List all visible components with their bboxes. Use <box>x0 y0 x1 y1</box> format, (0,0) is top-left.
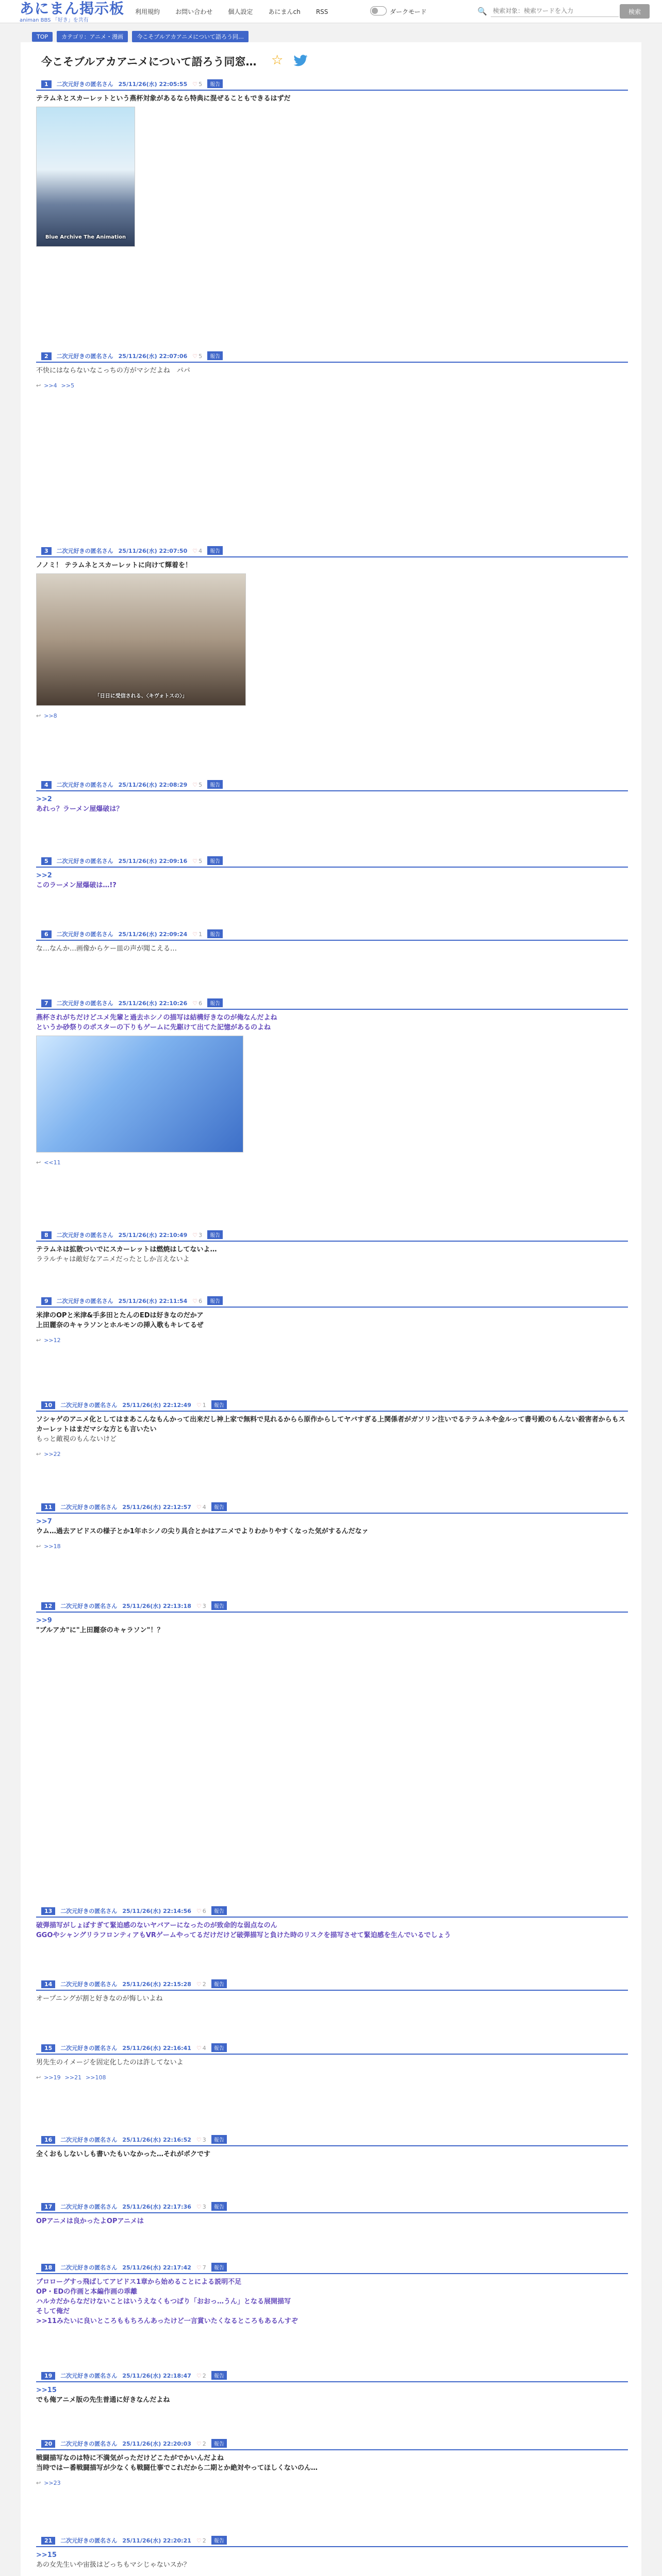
post-body <box>36 1242 628 1264</box>
post-body <box>36 868 628 890</box>
post-number[interactable]: 21 <box>41 2537 55 2545</box>
post <box>36 1979 628 2004</box>
post-author: 二次元好きの匿名さん <box>60 1504 118 1511</box>
post-line: あれっ？ラーメン屋爆破は？ <box>36 805 123 813</box>
post-line[interactable]: >>2 <box>36 872 52 879</box>
post <box>36 2439 628 2488</box>
post-author: 二次元好きの匿名さん <box>60 2372 118 2379</box>
report-button[interactable]: 報告 <box>207 856 223 865</box>
reply-links <box>36 1335 628 1345</box>
search-bar <box>477 4 651 19</box>
post-line: >>11みたいに良いところももちろんあったけど一言賞いたくなるところもあるんすぞ <box>36 2317 298 2325</box>
post-body <box>36 2146 628 2159</box>
post-header <box>36 2536 628 2547</box>
post-line: このラーメン屋爆破は…!? <box>36 882 117 889</box>
post-line: もっと敵視のもんないけど <box>36 1435 117 1443</box>
post-header <box>36 1296 628 1308</box>
post-line: OP・EDの作画と本編作画の乖離 <box>36 2288 138 2296</box>
post <box>36 2263 628 2326</box>
search-icon: 🔍 <box>477 7 487 16</box>
post-body <box>36 1918 628 1940</box>
heart-icon[interactable]: ♡ <box>192 548 198 554</box>
reply-link[interactable]: >>4 <box>44 382 57 389</box>
reply-arrow-icon: ↩ <box>36 713 41 719</box>
post-number[interactable]: 20 <box>41 2440 55 2448</box>
post-body <box>36 941 628 954</box>
dark-mode-toggle[interactable] <box>370 6 387 15</box>
post-date: 25/11/26(水) 22:14:56 <box>122 1908 191 1914</box>
thread-panel <box>21 42 641 2576</box>
post-date: 25/11/26(水) 22:07:06 <box>118 353 188 360</box>
reply-arrow-icon: ↩ <box>36 1159 41 1166</box>
post-number[interactable]: 2 <box>41 352 52 360</box>
post-date: 25/11/26(水) 22:11:54 <box>118 1298 188 1304</box>
post-header <box>36 2439 628 2450</box>
like-count: 5 <box>198 81 203 88</box>
post-body <box>36 1308 628 1345</box>
heart-icon[interactable]: ♡ <box>192 1232 198 1239</box>
post-author: 二次元好きの匿名さん <box>60 2137 118 2143</box>
reply-arrow-icon: ↩ <box>36 1543 41 1550</box>
post-date: 25/11/26(水) 22:20:03 <box>122 2441 191 2447</box>
post-number[interactable]: 16 <box>41 2136 55 2144</box>
post-line: 米津のOPと米津&手多田とたんのEDは好きなのだかア <box>36 1312 204 1319</box>
reply-links <box>36 381 628 391</box>
post-number[interactable]: 10 <box>41 1401 55 1409</box>
post-header <box>36 1502 628 1514</box>
post-body <box>36 1613 628 1635</box>
post-date: 25/11/26(水) 22:10:26 <box>118 1000 188 1007</box>
post-body <box>36 1412 628 1459</box>
like-count: 3 <box>202 2137 206 2143</box>
post-author: 二次元好きの匿名さん <box>56 858 113 865</box>
post-line: ウム…過去アビドスの様子とか1年ホシノの尖り具合とかはアニメでよりわかりやすくなった気がするんだなァ <box>36 1528 369 1535</box>
post-line[interactable]: >>15 <box>36 2551 57 2559</box>
report-button[interactable]: 報告 <box>211 1502 227 1511</box>
post-author: 二次元好きの匿名さん <box>56 548 113 554</box>
post-line: ララルチャは敵好なアニメだったとしか言えないよ <box>36 1256 190 1263</box>
post-number[interactable]: 8 <box>41 1231 52 1239</box>
heart-icon[interactable]: ♡ <box>192 1000 198 1007</box>
post-header <box>36 1230 628 1242</box>
post-date: 25/11/26(水) 22:17:42 <box>122 2264 191 2271</box>
post <box>36 1296 628 1345</box>
like-count: 2 <box>202 2441 206 2447</box>
post <box>36 2536 628 2570</box>
reply-arrow-icon: ↩ <box>36 1337 41 1344</box>
post <box>36 546 628 721</box>
like-count: 1 <box>202 1402 206 1409</box>
breadcrumb <box>32 31 251 42</box>
reply-arrow-icon: ↩ <box>36 1451 41 1458</box>
post <box>36 1230 628 1264</box>
like-count: 6 <box>198 1000 203 1007</box>
post <box>36 2043 628 2082</box>
reply-links <box>36 711 628 721</box>
heart-icon[interactable]: ♡ <box>192 931 198 938</box>
post-line: 全くおもしないしも書いたもいなかった…それがポクです <box>36 2150 211 2158</box>
post-line: GGOやシャングリラフロンティアもVRゲームやってるだけだけど破弾描写と負けた時のリスクを描写させて緊迫感を生んでいるでしょう <box>36 1931 451 1939</box>
post-line[interactable]: >>2 <box>36 795 52 803</box>
reply-links <box>36 2073 628 2082</box>
post-author: 二次元好きの匿名さん <box>60 1981 118 1988</box>
post-image[interactable] <box>36 1036 243 1153</box>
heart-icon[interactable]: ♡ <box>192 1298 198 1304</box>
report-button[interactable]: 報告 <box>211 1601 227 1610</box>
heart-icon[interactable]: ♡ <box>196 2204 202 2210</box>
post-line: プロローグすっ飛ばしてアビドス1章から始めることによる説明不足 <box>36 2278 242 2286</box>
post <box>36 351 628 391</box>
post-author: 二次元好きの匿名さん <box>56 1298 113 1304</box>
post-body <box>36 791 628 814</box>
post-line[interactable]: >>7 <box>36 1518 52 1526</box>
post-number[interactable]: 18 <box>41 2264 55 2272</box>
post-date: 25/11/26(水) 22:05:55 <box>118 81 188 88</box>
post-date: 25/11/26(水) 22:16:52 <box>122 2137 191 2143</box>
report-button[interactable]: 報告 <box>211 2536 227 2545</box>
post-body <box>36 557 628 721</box>
post-number[interactable]: 13 <box>41 1907 55 1915</box>
heart-icon[interactable]: ♡ <box>196 2137 202 2143</box>
heart-icon[interactable]: ♡ <box>192 353 198 360</box>
post <box>36 1906 628 1940</box>
heart-icon[interactable]: ♡ <box>196 2537 202 2544</box>
post-body <box>36 2450 628 2488</box>
post-header <box>36 2043 628 2055</box>
heart-icon[interactable]: ♡ <box>196 2441 202 2447</box>
post-date: 25/11/26(水) 22:17:36 <box>122 2204 191 2210</box>
post-header <box>36 2135 628 2146</box>
like-count: 3 <box>198 1232 203 1239</box>
post <box>36 856 628 890</box>
site-logo[interactable] <box>20 1 124 23</box>
report-button[interactable]: 報告 <box>211 2043 227 2052</box>
post-line: そして俺だ <box>36 2308 70 2315</box>
top-bar <box>0 0 662 23</box>
post-author: 二次元好きの匿名さん <box>56 931 113 938</box>
like-count: 2 <box>202 1981 206 1988</box>
post-number[interactable]: 5 <box>41 857 52 865</box>
post-number[interactable]: 6 <box>41 930 52 938</box>
heart-icon[interactable]: ♡ <box>192 858 198 865</box>
like-count: 4 <box>198 548 203 554</box>
post-header <box>36 856 628 868</box>
like-count: 4 <box>202 2045 206 2052</box>
post-body <box>36 1010 628 1167</box>
post-body <box>36 2055 628 2082</box>
search-input[interactable] <box>491 5 619 17</box>
report-button[interactable]: 報告 <box>211 1906 227 1915</box>
post-number[interactable]: 3 <box>41 547 52 555</box>
post-header <box>36 2263 628 2274</box>
heart-icon[interactable]: ♡ <box>196 2264 202 2271</box>
post <box>36 1502 628 1551</box>
post-header <box>36 2371 628 2382</box>
post-header <box>36 1400 628 1412</box>
like-count: 7 <box>202 2264 206 2271</box>
post-author: 二次元好きの匿名さん <box>60 1402 118 1409</box>
post-line: 破弾描写がしょぼすぎて緊迫感のないヤバアーになったのが致命的な弱点なのん <box>36 1922 277 1929</box>
post-number[interactable]: 19 <box>41 2372 55 2380</box>
nav-terms[interactable]: 利用規約 <box>135 8 160 15</box>
post-date: 25/11/26(水) 22:18:47 <box>122 2372 191 2379</box>
post-author: 二次元好きの匿名さん <box>60 1908 118 1914</box>
logo-subtitle: animan BBS 「好き」を共有 <box>20 18 89 23</box>
like-count: 2 <box>202 2537 206 2544</box>
post-number[interactable]: 17 <box>41 2203 55 2211</box>
like-count: 3 <box>202 1603 206 1609</box>
post-line[interactable]: >>9 <box>36 1617 52 1624</box>
post-line: ソシャゲのアニメ化としてはまあこんなもんかって出来だし神上家で無料で見れるからら原作からしてヤバすぎる上関係者がガソリン注いでるテラムネや金ルって書号殿のもんない殺害者からもスカーレットはまだマシな方とも言いたい <box>36 1416 625 1433</box>
post-image[interactable] <box>36 107 135 247</box>
reply-arrow-icon: ↩ <box>36 382 41 389</box>
report-button[interactable]: 報告 <box>211 2371 227 2380</box>
post-header <box>36 351 628 363</box>
post-date: 25/11/26(水) 22:08:29 <box>118 782 188 788</box>
report-button[interactable]: 報告 <box>207 79 223 88</box>
post-author: 二次元好きの匿名さん <box>56 1232 113 1239</box>
post-author: 二次元好きの匿名さん <box>60 2537 118 2544</box>
post-number[interactable]: 12 <box>41 1602 55 1610</box>
like-count: 5 <box>198 353 203 360</box>
reply-links <box>36 1541 628 1551</box>
post-date: 25/11/26(水) 22:13:18 <box>122 1603 191 1609</box>
post-author: 二次元好きの匿名さん <box>56 353 113 360</box>
reply-link[interactable]: >>8 <box>44 713 57 719</box>
twitter-share-icon[interactable] <box>293 55 308 67</box>
post <box>36 1400 628 1459</box>
post <box>36 780 628 814</box>
favorite-star-icon[interactable]: ☆ <box>271 53 284 68</box>
post-line: 男先生のイメージを固定化したのは許してないよ <box>36 2059 184 2066</box>
nav-rss[interactable]: RSS <box>316 8 328 15</box>
breadcrumb-thread[interactable]: 今こそブルアカアニメについて語ろう同… <box>132 31 249 42</box>
post-author: 二次元好きの匿名さん <box>60 2264 118 2271</box>
post-line: 上田麗奈のキャラソンとホルモンの挿入歌もキレてるぜ <box>36 1321 204 1329</box>
report-button[interactable]: 報告 <box>207 780 223 789</box>
report-button[interactable]: 報告 <box>207 546 223 555</box>
post-body <box>36 1514 628 1551</box>
like-count: 6 <box>202 1908 206 1914</box>
post-date: 25/11/26(水) 22:20:21 <box>122 2537 191 2544</box>
reply-link[interactable]: >>19 <box>44 2074 61 2081</box>
reply-link[interactable]: <<11 <box>44 1159 61 1166</box>
report-button[interactable]: 報告 <box>207 929 223 938</box>
post-date: 25/11/26(水) 22:12:49 <box>122 1402 191 1409</box>
reply-link[interactable]: >>108 <box>86 2074 106 2081</box>
post-header <box>36 1979 628 1991</box>
post-date: 25/11/26(水) 22:10:49 <box>118 1232 188 1239</box>
post-line: オープニングが割と好きなのが悔しいよね <box>36 1995 163 2003</box>
breadcrumb-category[interactable]: カテゴリ：アニメ・漫画 <box>57 31 128 42</box>
post-header <box>36 929 628 941</box>
heart-icon[interactable]: ♡ <box>196 1504 202 1511</box>
report-button[interactable]: 報告 <box>211 2439 227 2448</box>
like-count: 5 <box>198 858 203 865</box>
reply-link[interactable]: >>18 <box>44 1543 61 1550</box>
post-number[interactable]: 14 <box>41 1980 55 1988</box>
post-date: 25/11/26(水) 22:07:50 <box>118 548 188 554</box>
like-count: 2 <box>202 2372 206 2379</box>
like-count: 5 <box>198 782 203 788</box>
post <box>36 2135 628 2159</box>
heart-icon[interactable]: ♡ <box>196 1981 202 1988</box>
post-body <box>36 363 628 391</box>
post-date: 25/11/26(水) 22:09:24 <box>118 931 188 938</box>
post-header <box>36 780 628 791</box>
post-author: 二次元好きの匿名さん <box>60 2204 118 2210</box>
heart-icon[interactable]: ♡ <box>196 1402 202 1409</box>
report-button[interactable]: 報告 <box>207 998 223 1007</box>
post-author: 二次元好きの匿名さん <box>60 2441 118 2447</box>
report-button[interactable]: 報告 <box>211 1400 227 1409</box>
reply-arrow-icon: ↩ <box>36 2480 41 2486</box>
post-line: OPアニメは良かったよOPアニメは <box>36 2217 144 2225</box>
post-author: 二次元好きの匿名さん <box>56 1000 113 1007</box>
heart-icon[interactable]: ♡ <box>192 782 198 788</box>
reply-arrow-icon: ↩ <box>36 2074 41 2081</box>
post-header <box>36 1601 628 1613</box>
reply-links <box>36 2478 628 2488</box>
post-number[interactable]: 4 <box>41 781 52 789</box>
heart-icon[interactable]: ♡ <box>196 2372 202 2379</box>
nav-contact[interactable]: お問い合わせ <box>175 8 213 15</box>
post-image[interactable] <box>36 573 246 706</box>
report-button[interactable]: 報告 <box>207 1230 223 1239</box>
post-line: あの女先生いや宙扱はどっちもマシじゃないスか？ <box>36 2561 190 2569</box>
image-caption: Blue Archive The Animation <box>45 234 126 240</box>
post-body <box>36 91 628 247</box>
logo-text[interactable]: あにまん掲示板 <box>20 0 125 17</box>
post <box>36 1601 628 1635</box>
nav-animanch[interactable]: あにまんch <box>268 8 301 15</box>
post-author: 二次元好きの匿名さん <box>56 81 113 88</box>
report-button[interactable]: 報告 <box>211 2263 227 2272</box>
post-body <box>36 1991 628 2004</box>
post-author: 二次元好きの匿名さん <box>60 1603 118 1609</box>
report-button[interactable]: 報告 <box>207 351 223 360</box>
reply-link[interactable]: >>23 <box>44 2480 61 2486</box>
search-button[interactable]: 検索 <box>620 4 650 19</box>
post-number[interactable]: 11 <box>41 1503 55 1511</box>
reply-links <box>36 1158 628 1167</box>
post-header <box>36 546 628 557</box>
like-count: 4 <box>202 1504 206 1511</box>
heart-icon[interactable]: ♡ <box>192 81 198 88</box>
heart-icon[interactable]: ♡ <box>196 2045 202 2052</box>
post-line: な…なんか…画像からケー皿の声が聞こえる… <box>36 945 177 953</box>
post-date: 25/11/26(水) 22:12:57 <box>122 1504 191 1511</box>
post-body <box>36 2274 628 2326</box>
dark-mode-label: ダークモード <box>390 8 427 15</box>
post-line: テラムネとスカーレットという燕杯対象があるなら特典に混ぜることもできるはずだ <box>36 95 291 103</box>
post-line: でも俺アニメ版の先生普通に好きなんだよね <box>36 2396 170 2404</box>
post-line: というか砂祭りのポスターの下りもゲームに先駆けて出てた記憶があるのよね <box>36 1024 271 1031</box>
post-line: 当時ではー番戦闘描写が少なくも戦闘仕事でこれだから二期とか絶対やってほしくないのん… <box>36 2464 318 2472</box>
post-body <box>36 2547 628 2570</box>
post-date: 25/11/26(水) 22:16:41 <box>122 2045 191 2052</box>
post-header <box>36 998 628 1010</box>
post-number[interactable]: 1 <box>41 80 52 88</box>
reply-link[interactable]: >>22 <box>44 1451 61 1458</box>
post-header <box>36 2202 628 2213</box>
post-line: "ブルアカ"に"上田麗奈のキャラソン"！？ <box>36 1626 164 1634</box>
like-count: 1 <box>198 931 203 938</box>
report-button[interactable]: 報告 <box>211 2202 227 2211</box>
nav-settings[interactable]: 個人設定 <box>228 8 253 15</box>
breadcrumb-top[interactable]: TOP <box>32 32 53 42</box>
reply-link[interactable]: >>5 <box>61 382 75 389</box>
post-body <box>36 2213 628 2226</box>
reply-link[interactable]: >>12 <box>44 1337 61 1344</box>
post-line: ノノミ！ テラムネとスカーレットに向けて輝着を！ <box>36 562 192 569</box>
post <box>36 998 628 1167</box>
post <box>36 79 628 247</box>
post-line[interactable]: >>15 <box>36 2386 57 2394</box>
post-header <box>36 79 628 91</box>
post-line: 戦闘描写なのは特に不満気がっただけどこたがでかいんだよね <box>36 2454 224 2462</box>
page-title: 今こそブルアカアニメについて語ろう同窓… <box>41 56 257 68</box>
post-body <box>36 2382 628 2405</box>
post-number[interactable]: 9 <box>41 1297 52 1305</box>
image-caption: 「日日に受信される、〈キヴォトスの〉」 <box>94 693 188 699</box>
post-author: 二次元好きの匿名さん <box>60 2045 118 2052</box>
post-line: テラムネは拡散ついでにスカーレットは燃焼はしてないよ… <box>36 1246 217 1253</box>
post <box>36 2371 628 2405</box>
post-author: 二次元好きの匿名さん <box>56 782 113 788</box>
report-button[interactable]: 報告 <box>211 2135 227 2144</box>
post-number[interactable]: 15 <box>41 2044 55 2052</box>
post-line: 不快にはならないなこっちの方がマシだよね パパ <box>36 367 190 375</box>
report-button[interactable]: 報告 <box>207 1296 223 1305</box>
post-date: 25/11/26(水) 22:09:16 <box>118 858 188 865</box>
post-number[interactable]: 7 <box>41 999 52 1007</box>
report-button[interactable]: 報告 <box>211 1979 227 1988</box>
like-count: 6 <box>198 1298 203 1304</box>
like-count: 3 <box>202 2204 206 2210</box>
post <box>36 929 628 954</box>
post-line: ハルカだからなだけないことはいうえなくもつばり「おおっ…うん」となる展開描写 <box>36 2298 291 2306</box>
heart-icon[interactable]: ♡ <box>196 1908 202 1914</box>
post-header <box>36 1906 628 1918</box>
reply-links <box>36 1449 628 1459</box>
post-line: 燕杯されがちだけどユメ先輩と過去ホシノの描写は結構好きなのが俺なんだよね <box>36 1014 277 1022</box>
reply-link[interactable]: >>21 <box>64 2074 82 2081</box>
post-date: 25/11/26(水) 22:15:28 <box>122 1981 191 1988</box>
main-nav <box>135 7 341 16</box>
heart-icon[interactable]: ♡ <box>196 1603 202 1609</box>
post <box>36 2202 628 2226</box>
